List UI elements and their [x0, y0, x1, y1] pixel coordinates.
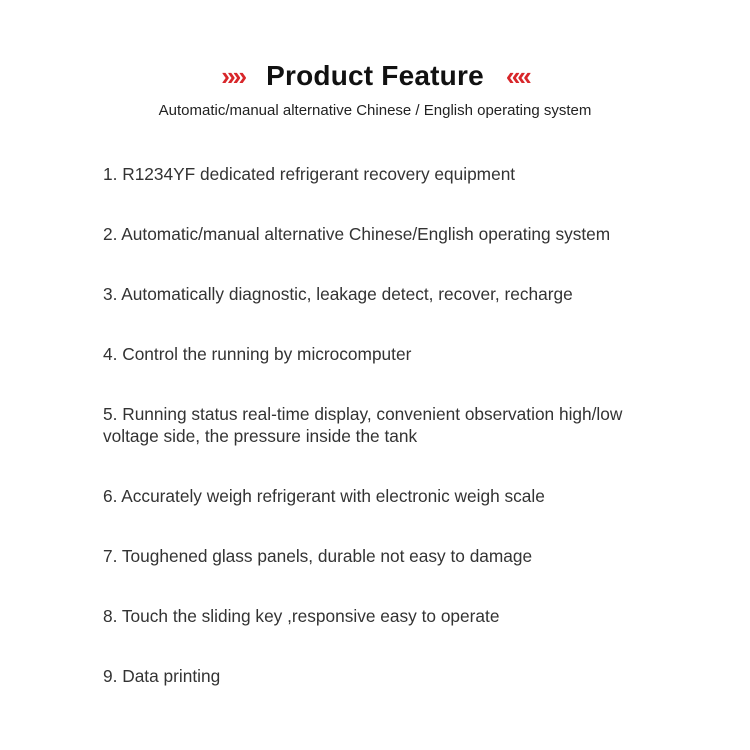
- feature-text: 5. Running status real-time display, convenient observation high/low: [103, 404, 623, 424]
- feature-item: [103, 665, 220, 687]
- chevron-left-double-icon: ««: [505, 61, 529, 91]
- feature-text: 8. Touch the sliding key ,responsive easy to operate: [103, 606, 500, 626]
- feature-text: 3. Automatically diagnostic, leakage detect, recover, recharge: [103, 284, 573, 304]
- feature-item: [103, 485, 545, 507]
- feature-item: [103, 343, 411, 365]
- feature-item: [103, 605, 499, 627]
- page-subtitle: Automatic/manual alternative Chinese / English operating system: [158, 102, 592, 119]
- feature-text: 9. Data printing: [103, 666, 221, 686]
- feature-text: 4. Control the running by microcomputer: [103, 344, 412, 364]
- feature-text: 2. Automatic/manual alternative Chinese/English operating system: [103, 224, 611, 244]
- feature-item: [103, 403, 622, 447]
- page-title: Product Feature: [266, 60, 484, 91]
- chevron-right-double-icon: »»: [221, 61, 245, 91]
- feature-text: 7. Toughened glass panels, durable not easy to damage: [103, 546, 533, 566]
- feature-item: [103, 545, 532, 567]
- feature-item: [103, 283, 573, 305]
- title-row: [0, 56, 750, 96]
- feature-text-continued: voltage side, the pressure inside the tank: [103, 426, 418, 446]
- feature-text: 1. R1234YF dedicated refrigerant recovery equipment: [103, 164, 516, 184]
- feature-item: [103, 163, 515, 185]
- header: [0, 56, 750, 119]
- feature-text: 6. Accurately weigh refrigerant with electronic weigh scale: [103, 486, 545, 506]
- feature-item: [103, 223, 610, 245]
